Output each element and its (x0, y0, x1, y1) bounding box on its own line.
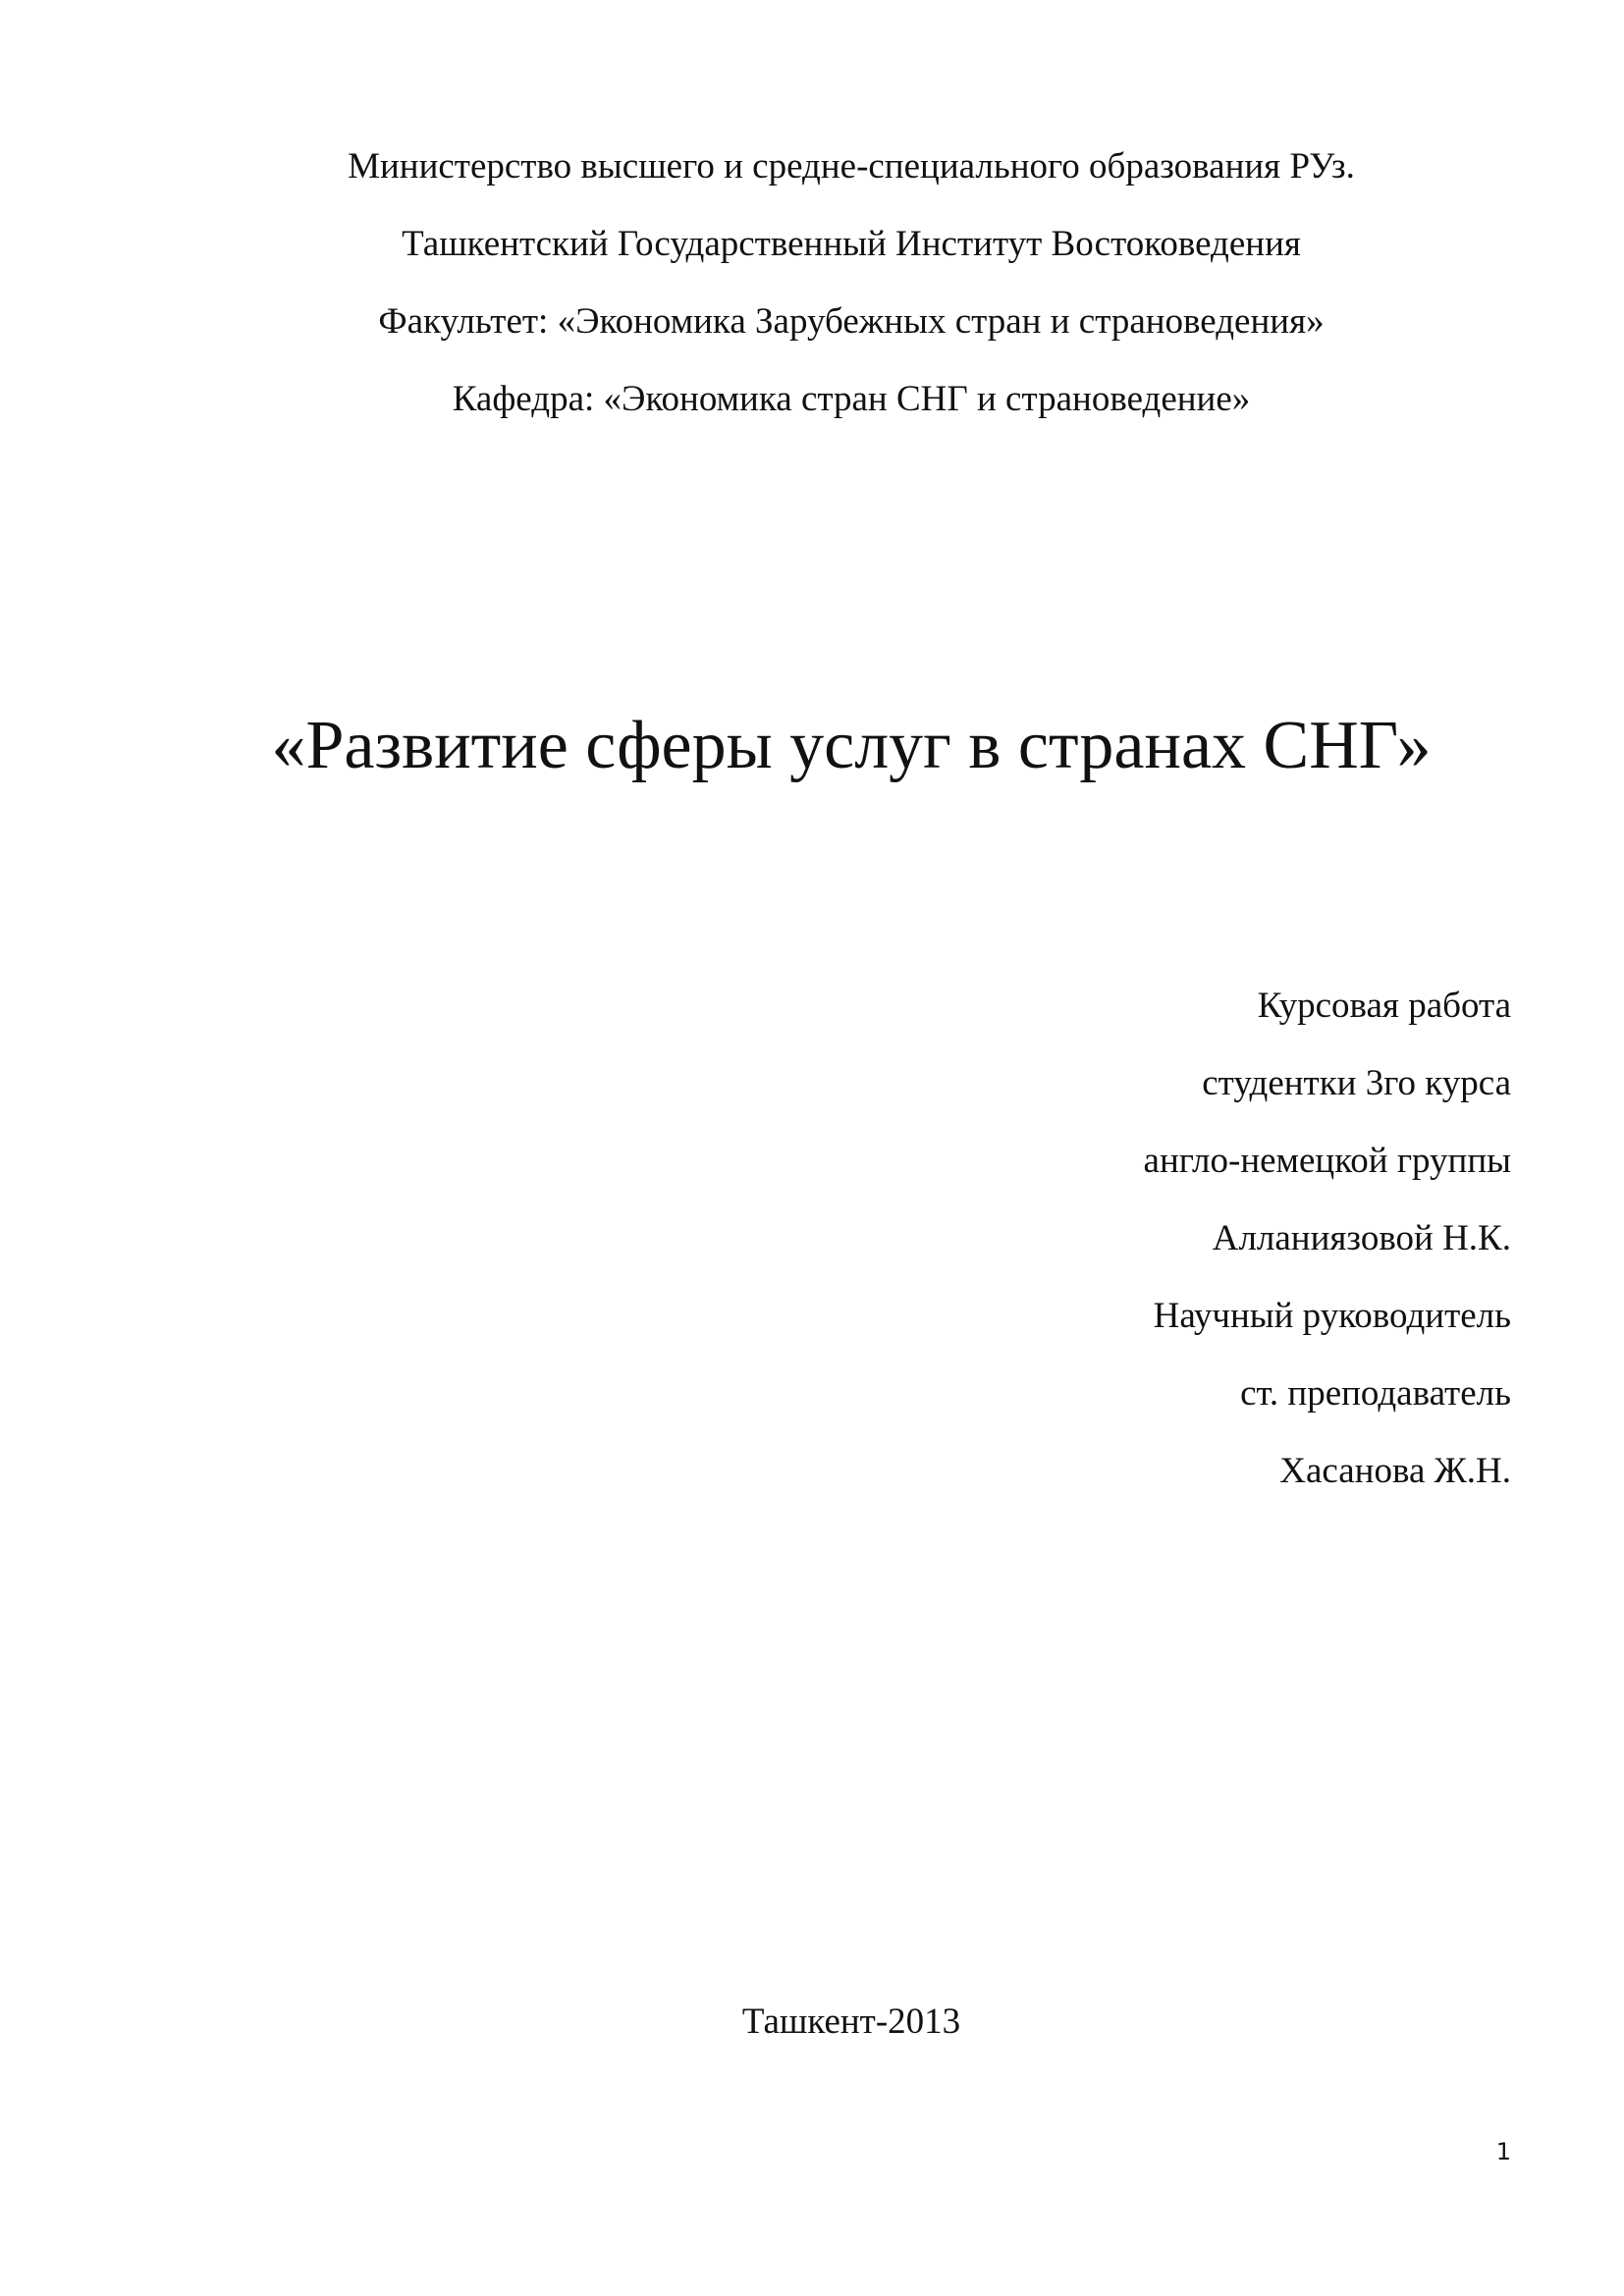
supervisor-position-line: ст. преподаватель (1240, 1373, 1511, 1414)
author-info (1144, 987, 1511, 1529)
page-number: 1 (1495, 2138, 1511, 2165)
supervisor-name-line: Хасанова Ж.Н. (1279, 1451, 1511, 1491)
work-type-line: Курсовая работа (1257, 986, 1511, 1026)
document-title: «Развитие сферы услуг в странах СНГ» (271, 708, 1432, 783)
supervisor-label-line: Научный руководитель (1153, 1296, 1511, 1336)
ministry-line: Министерство высшего и средне-специального образования РУз. (348, 146, 1355, 187)
student-group-line: англо-немецкой группы (1143, 1141, 1511, 1181)
institution-header (0, 147, 1624, 457)
student-course-line: студентки 3го курса (1202, 1063, 1511, 1103)
institute-line: Ташкентский Государственный Институт Востоковедения (402, 224, 1301, 264)
faculty-line: Факультет: «Экономика Зарубежных стран и страноведения» (378, 301, 1325, 342)
city-year: Ташкент-2013 (741, 2002, 961, 2042)
student-name-line: Алланиязовой Н.К. (1212, 1218, 1511, 1258)
department-line: Кафедра: «Экономика стран СНГ и страноведение» (452, 379, 1251, 419)
